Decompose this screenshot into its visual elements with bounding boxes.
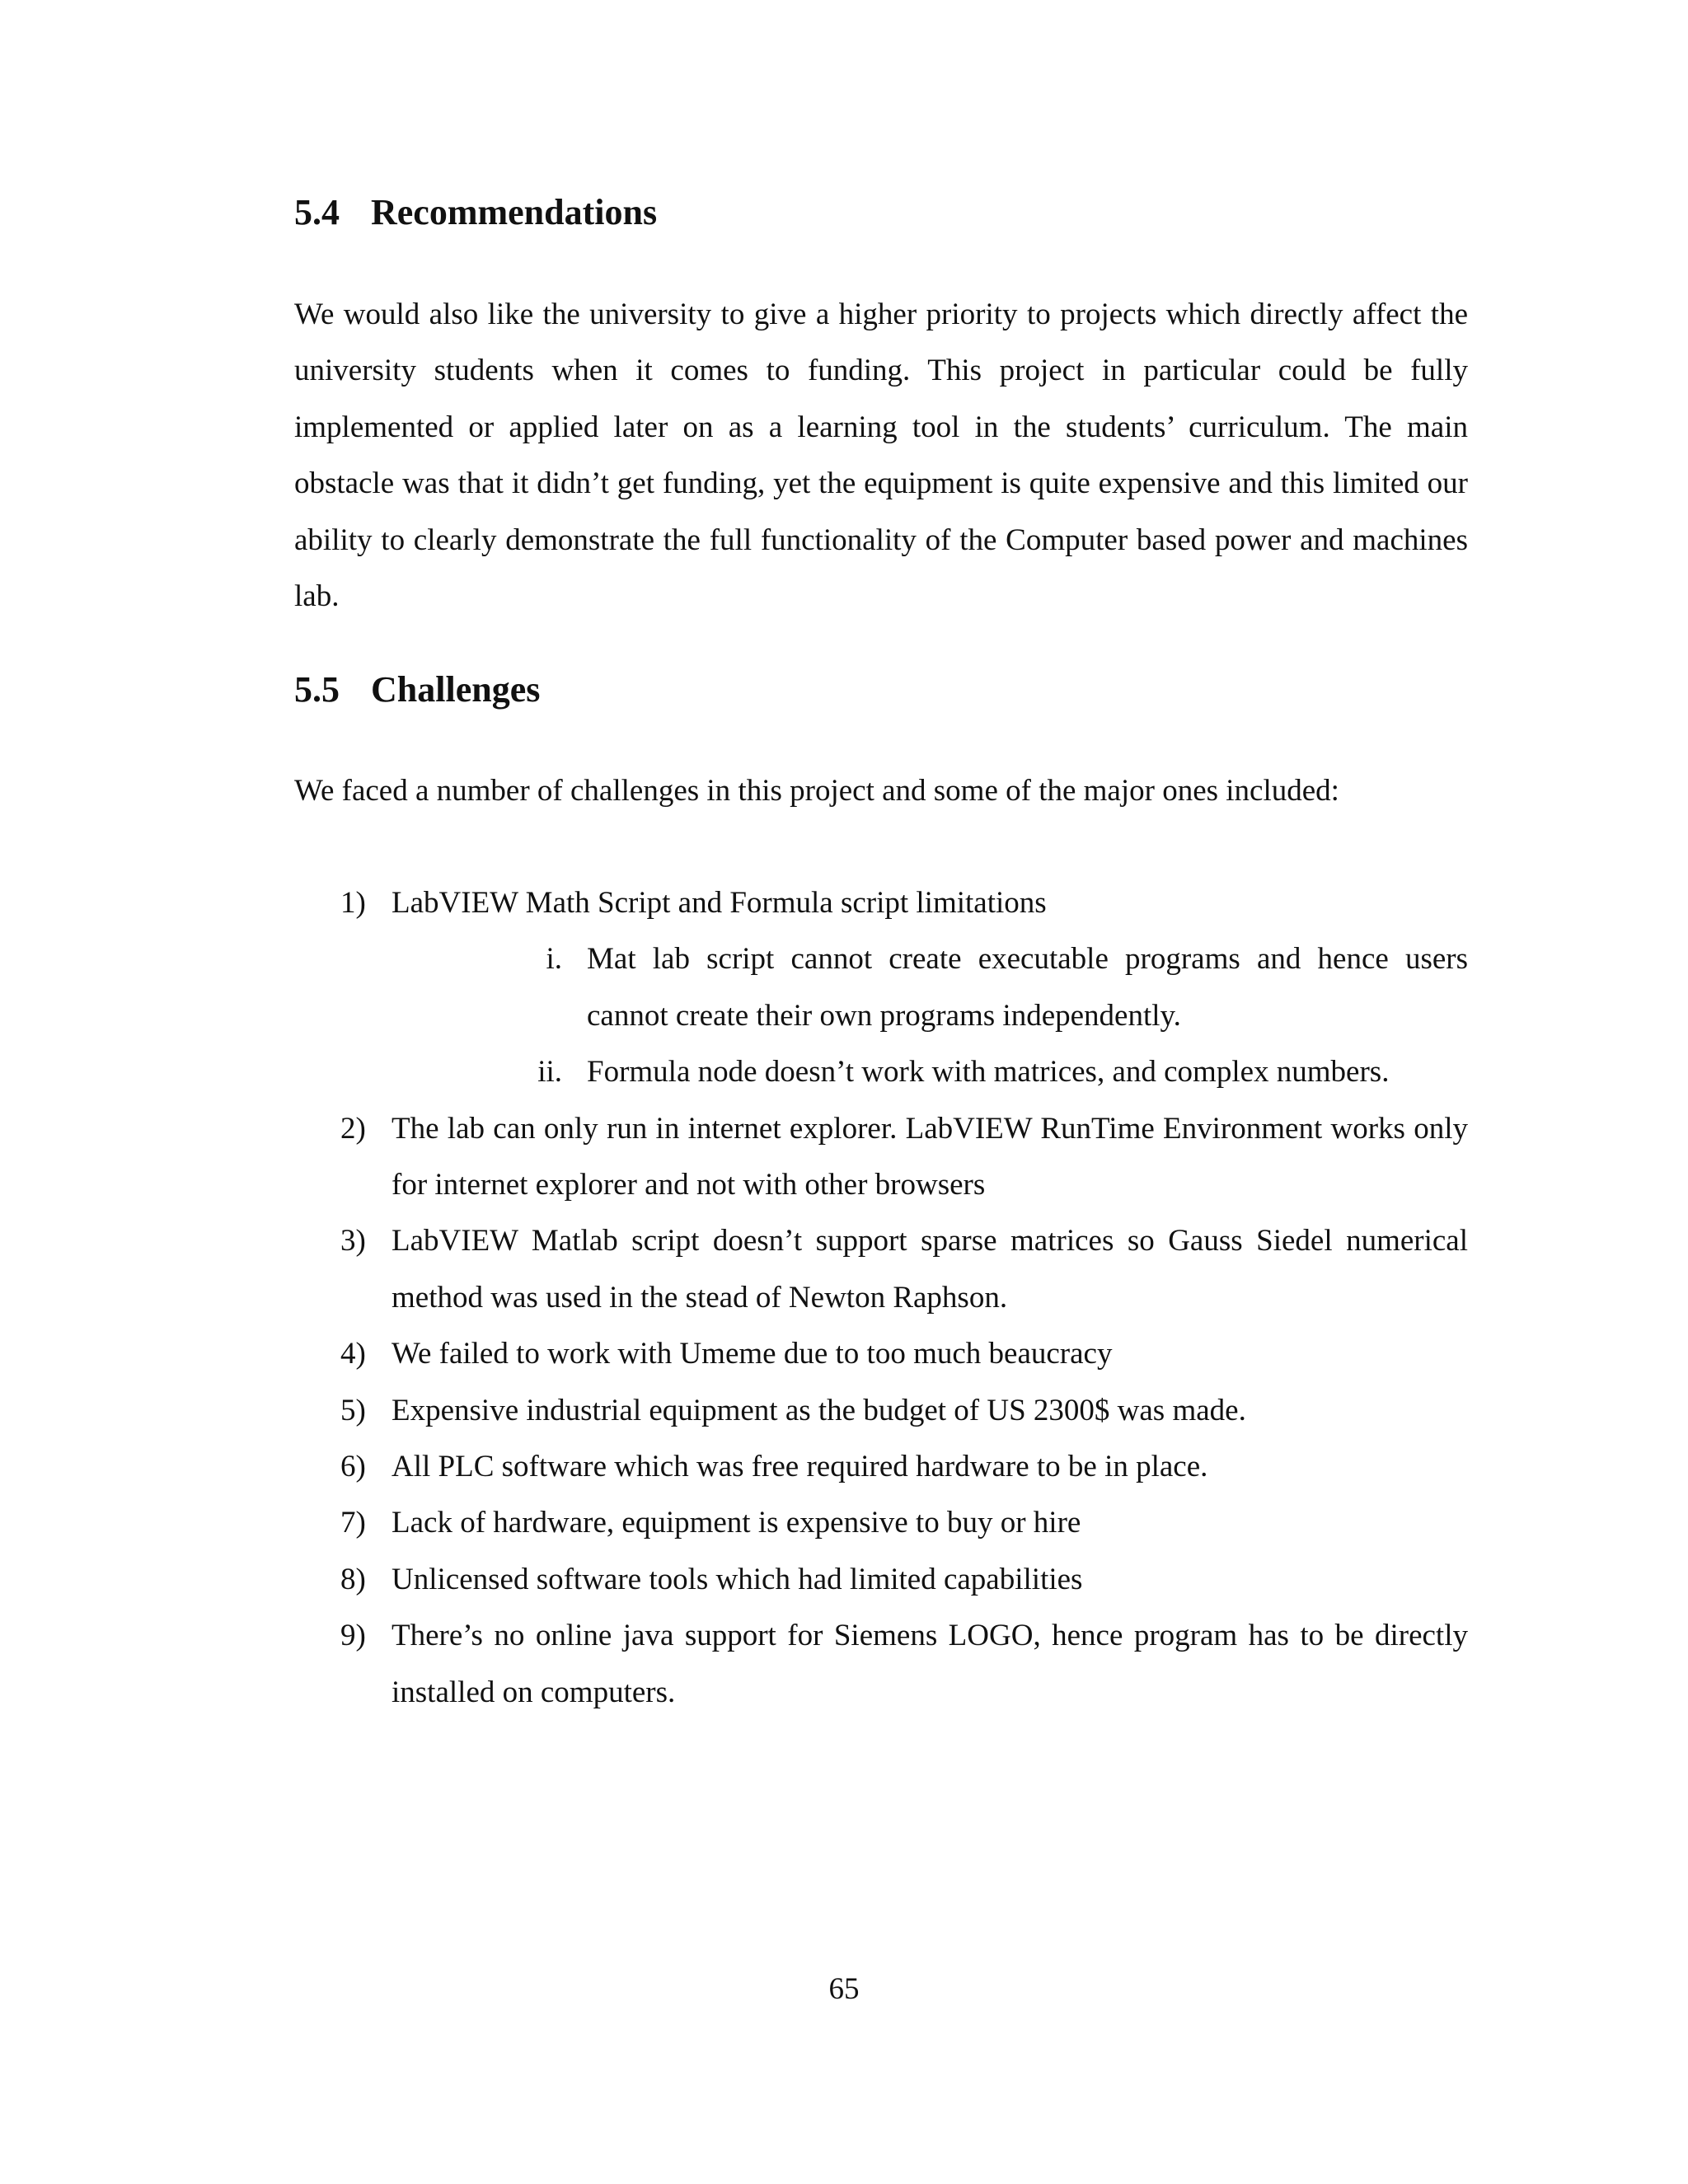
list-marker: 5) <box>340 1393 366 1427</box>
list-marker: 7) <box>340 1506 366 1540</box>
list-item-text: The lab can only run in internet explorer. LabVIEW RunTime Environment works only for internet explorer and not with other browsers <box>392 1111 1468 1202</box>
challenges-list <box>294 875 1468 1721</box>
list-item <box>294 1101 1468 1214</box>
section-heading-challenges <box>294 668 1468 712</box>
list-item-text: Unlicensed software tools which had limited capabilities <box>392 1562 1083 1596</box>
sub-list-item-text: Formula node doesn’t work with matrices, and complex numbers. <box>587 1055 1390 1090</box>
list-marker: 4) <box>340 1337 366 1371</box>
sub-list-marker: i. <box>546 942 562 977</box>
list-item-text: We failed to work with Umeme due to too much beaucracy <box>392 1337 1113 1371</box>
recommendations-body <box>294 287 1468 625</box>
list-item <box>294 875 1468 1101</box>
challenges-intro <box>294 763 1468 819</box>
section-heading <box>294 191 1468 235</box>
list-item-text: Expensive industrial equipment as the budget of US 2300$ was made. <box>392 1393 1246 1427</box>
section-heading <box>294 668 1468 712</box>
list-item-text: LabVIEW Matlab script doesn’t support sparse matrices so Gauss Siedel numerical method was used in the stead of Newton Raphson. <box>392 1224 1468 1315</box>
list-item <box>294 1495 1468 1551</box>
page-number: 65 <box>828 1972 860 2006</box>
list-marker: 9) <box>340 1619 366 1653</box>
sub-list-item <box>392 1044 1468 1100</box>
paragraph: We faced a number of challenges in this project and some of the major ones included: <box>294 774 1339 808</box>
list-item <box>294 1608 1468 1721</box>
section-title: Challenges <box>371 669 541 710</box>
section-heading-recommendations <box>294 191 1468 235</box>
list-item-text: Lack of hardware, equipment is expensive to buy or hire <box>392 1506 1081 1540</box>
paragraph: We would also like the university to give a higher priority to projects which directly affect the university students when it comes to funding. This project in particular could be fully implemented or applied later on as a learning tool in the students’ curriculum. The main obstacle was that it didn’t get funding, yet the equipment is quite expensive and this limited our ability to clearly demonstrate the full functionality of the Computer based power and machines lab. <box>294 298 1468 614</box>
list-marker: 1) <box>340 886 366 920</box>
section-title: Recommendations <box>371 192 658 232</box>
list-marker: 8) <box>340 1562 366 1596</box>
list-marker: 3) <box>340 1224 366 1258</box>
list-item <box>294 1383 1468 1439</box>
list-item <box>294 1552 1468 1608</box>
sub-list-item <box>392 931 1468 1044</box>
list-marker: 6) <box>340 1450 366 1484</box>
sub-list-marker: ii. <box>537 1055 562 1090</box>
section-number: 5.4 <box>294 192 340 232</box>
list-item-text: There’s no online java support for Siemens LOGO, hence program has to be directly installed on computers. <box>392 1619 1468 1709</box>
sub-list <box>392 931 1468 1100</box>
section-number: 5.5 <box>294 669 340 710</box>
sub-list-item-text: Mat lab script cannot create executable programs and hence users cannot create their own programs independently. <box>587 942 1468 1033</box>
list-item-text: LabVIEW Math Script and Formula script limitations <box>392 886 1047 920</box>
list-item <box>294 1213 1468 1326</box>
list-item-text: All PLC software which was free required hardware to be in place. <box>392 1450 1208 1484</box>
list-item <box>294 1439 1468 1495</box>
list-item <box>294 1326 1468 1382</box>
list-marker: 2) <box>340 1111 366 1146</box>
